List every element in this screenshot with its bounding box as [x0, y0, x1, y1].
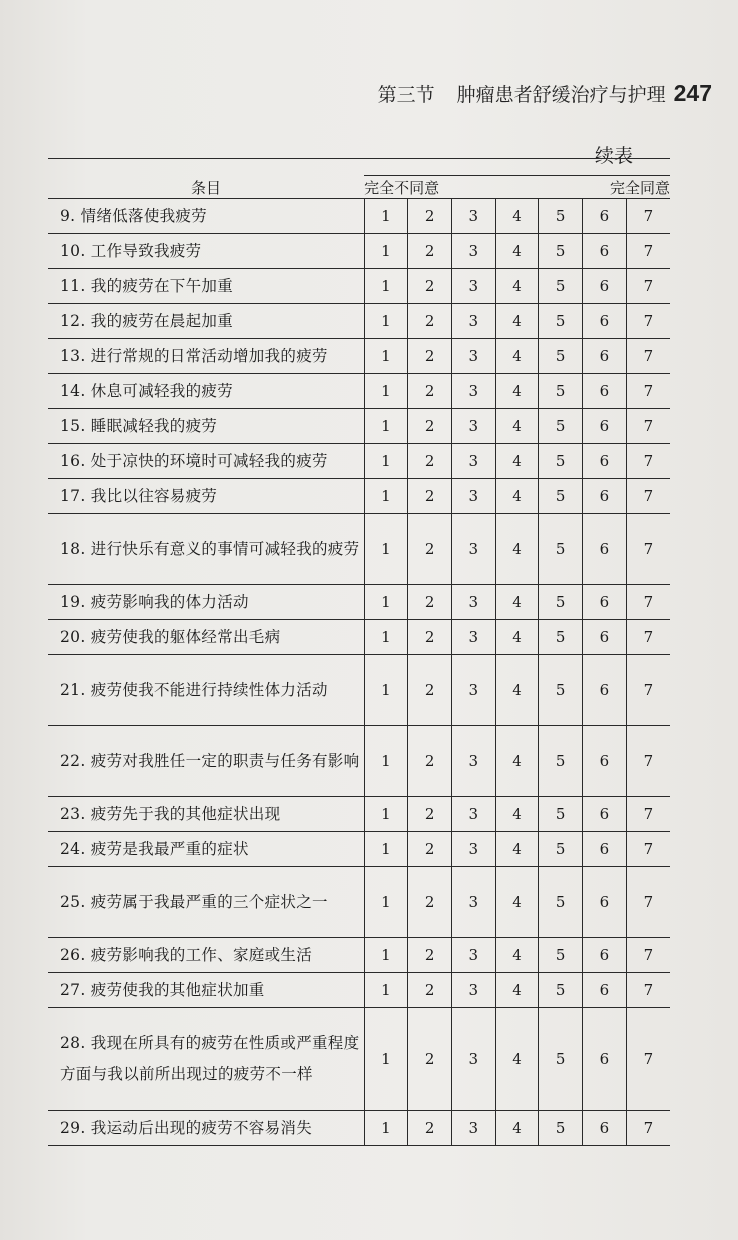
score-option-6: 6 [583, 514, 627, 585]
item-number: 15. [60, 416, 86, 435]
score-option-1: 1 [364, 655, 408, 726]
score-option-1: 1 [364, 938, 408, 973]
score-option-2: 2 [408, 1008, 452, 1111]
score-option-3: 3 [451, 444, 495, 479]
score-option-5: 5 [539, 234, 583, 269]
item-number: 22. [60, 751, 86, 770]
table-row [48, 514, 670, 585]
score-option-3: 3 [451, 514, 495, 585]
score-option-7: 7 [626, 1008, 670, 1111]
item-statement: 我的疲劳在下午加重 [90, 276, 233, 295]
score-option-7: 7 [626, 973, 670, 1008]
score-option-4: 4 [495, 374, 539, 409]
score-option-3: 3 [451, 1008, 495, 1111]
score-option-7: 7 [626, 339, 670, 374]
item-number: 18. [60, 539, 86, 558]
item-number: 23. [60, 804, 86, 823]
score-option-5: 5 [539, 409, 583, 444]
item-text-cell [48, 339, 364, 374]
score-option-3: 3 [451, 867, 495, 938]
header-spacer [364, 159, 670, 176]
item-number: 9. [60, 206, 76, 225]
score-option-2: 2 [408, 269, 452, 304]
table-row [48, 479, 670, 514]
table-row [48, 938, 670, 973]
item-number: 20. [60, 627, 86, 646]
score-option-4: 4 [495, 797, 539, 832]
item-number: 21. [60, 680, 86, 699]
item-statement: 我的疲劳在晨起加重 [90, 311, 233, 330]
score-option-2: 2 [408, 409, 452, 444]
score-option-2: 2 [408, 655, 452, 726]
score-option-6: 6 [583, 797, 627, 832]
score-option-5: 5 [539, 269, 583, 304]
item-text-cell [48, 374, 364, 409]
score-option-3: 3 [451, 973, 495, 1008]
item-number: 28. [60, 1034, 86, 1052]
item-statement: 疲劳先于我的其他症状出现 [90, 804, 281, 823]
score-option-6: 6 [583, 304, 627, 339]
item-text-cell [48, 585, 364, 620]
score-option-7: 7 [626, 234, 670, 269]
item-text-cell [48, 938, 364, 973]
score-option-6: 6 [583, 199, 627, 234]
item-text-cell [48, 832, 364, 867]
score-option-1: 1 [364, 1008, 408, 1111]
score-option-4: 4 [495, 234, 539, 269]
table-row [48, 832, 670, 867]
table-row [48, 269, 670, 304]
score-option-6: 6 [583, 832, 627, 867]
score-option-5: 5 [539, 797, 583, 832]
table-row [48, 444, 670, 479]
score-option-4: 4 [495, 339, 539, 374]
score-option-7: 7 [626, 374, 670, 409]
score-option-6: 6 [583, 269, 627, 304]
table-row [48, 409, 670, 444]
item-text-cell [48, 444, 364, 479]
table-row [48, 620, 670, 655]
score-option-1: 1 [364, 514, 408, 585]
score-option-6: 6 [583, 409, 627, 444]
score-option-3: 3 [451, 832, 495, 867]
item-number: 12. [60, 311, 86, 330]
score-option-7: 7 [626, 797, 670, 832]
item-number: 29. [60, 1118, 86, 1137]
score-option-5: 5 [539, 444, 583, 479]
score-option-1: 1 [364, 234, 408, 269]
score-option-2: 2 [408, 304, 452, 339]
item-number: 19. [60, 592, 86, 611]
score-option-5: 5 [539, 304, 583, 339]
table-row [48, 1008, 670, 1111]
score-option-7: 7 [626, 938, 670, 973]
score-option-3: 3 [451, 409, 495, 444]
chapter-title: 肿瘤患者舒缓治疗与护理 [456, 84, 666, 106]
table-body [48, 199, 670, 1146]
score-option-4: 4 [495, 585, 539, 620]
score-option-7: 7 [626, 514, 670, 585]
item-statement: 疲劳使我的躯体经常出毛病 [90, 627, 281, 646]
score-option-1: 1 [364, 620, 408, 655]
score-option-3: 3 [451, 620, 495, 655]
score-option-7: 7 [626, 304, 670, 339]
score-option-5: 5 [539, 514, 583, 585]
item-number: 27. [60, 980, 86, 999]
score-option-4: 4 [495, 1111, 539, 1146]
running-head [378, 80, 712, 107]
score-option-7: 7 [626, 409, 670, 444]
table-continued-label: 续表 [595, 145, 634, 167]
score-option-4: 4 [495, 269, 539, 304]
score-option-3: 3 [451, 304, 495, 339]
score-option-5: 5 [539, 585, 583, 620]
item-text-cell [48, 199, 364, 234]
table-row [48, 655, 670, 726]
score-option-3: 3 [451, 726, 495, 797]
item-statement: 疲劳使我不能进行持续性体力活动 [90, 680, 328, 699]
score-option-4: 4 [495, 304, 539, 339]
score-option-7: 7 [626, 199, 670, 234]
score-option-3: 3 [451, 585, 495, 620]
item-statement: 进行常规的日常活动增加我的疲劳 [90, 346, 328, 365]
score-option-2: 2 [408, 1111, 452, 1146]
score-option-5: 5 [539, 655, 583, 726]
item-text-cell [48, 1111, 364, 1146]
score-option-5: 5 [539, 1111, 583, 1146]
score-option-2: 2 [408, 234, 452, 269]
item-statement: 疲劳使我的其他症状加重 [90, 980, 265, 999]
score-option-3: 3 [451, 797, 495, 832]
item-text-cell [48, 973, 364, 1008]
score-option-5: 5 [539, 1008, 583, 1111]
item-text-cell [48, 269, 364, 304]
item-statement: 休息可减轻我的疲劳 [90, 381, 233, 400]
score-option-1: 1 [364, 269, 408, 304]
score-option-7: 7 [626, 726, 670, 797]
item-statement: 工作导致我疲劳 [90, 241, 202, 260]
score-option-5: 5 [539, 867, 583, 938]
item-statement: 进行快乐有意义的事情可减轻我的疲劳 [90, 539, 360, 558]
item-statement: 疲劳影响我的体力活动 [90, 592, 249, 611]
fatigue-scale-table [48, 158, 670, 1146]
table-row [48, 1111, 670, 1146]
item-text-cell [48, 409, 364, 444]
item-text-cell [48, 655, 364, 726]
item-statement: 我比以往容易疲劳 [90, 486, 218, 505]
score-option-6: 6 [583, 620, 627, 655]
table-row [48, 199, 670, 234]
score-option-6: 6 [583, 374, 627, 409]
table-row [48, 585, 670, 620]
score-option-7: 7 [626, 479, 670, 514]
score-option-2: 2 [408, 938, 452, 973]
score-option-5: 5 [539, 938, 583, 973]
scale-left-label: 完全不同意 [364, 176, 539, 199]
score-option-1: 1 [364, 973, 408, 1008]
score-option-7: 7 [626, 832, 670, 867]
score-option-1: 1 [364, 444, 408, 479]
score-option-2: 2 [408, 514, 452, 585]
score-option-1: 1 [364, 585, 408, 620]
score-option-3: 3 [451, 938, 495, 973]
score-option-3: 3 [451, 339, 495, 374]
item-statement: 情绪低落使我疲劳 [80, 206, 208, 225]
item-text-cell [48, 797, 364, 832]
score-option-5: 5 [539, 620, 583, 655]
score-option-4: 4 [495, 655, 539, 726]
score-option-6: 6 [583, 938, 627, 973]
score-option-6: 6 [583, 726, 627, 797]
item-statement: 疲劳影响我的工作、家庭或生活 [90, 945, 312, 964]
score-option-2: 2 [408, 726, 452, 797]
item-statement: 我运动后出现的疲劳不容易消失 [90, 1118, 312, 1137]
score-option-4: 4 [495, 832, 539, 867]
score-option-3: 3 [451, 199, 495, 234]
score-option-1: 1 [364, 339, 408, 374]
score-option-6: 6 [583, 585, 627, 620]
score-option-7: 7 [626, 867, 670, 938]
table-row [48, 726, 670, 797]
page-number: 247 [673, 80, 712, 106]
score-option-2: 2 [408, 832, 452, 867]
score-option-5: 5 [539, 973, 583, 1008]
item-statement: 睡眠减轻我的疲劳 [90, 416, 218, 435]
score-option-5: 5 [539, 199, 583, 234]
score-option-4: 4 [495, 1008, 539, 1111]
item-text-cell [48, 867, 364, 938]
score-option-1: 1 [364, 797, 408, 832]
item-number: 16. [60, 451, 86, 470]
item-number: 26. [60, 945, 86, 964]
score-option-5: 5 [539, 832, 583, 867]
score-option-7: 7 [626, 585, 670, 620]
score-option-3: 3 [451, 1111, 495, 1146]
score-option-1: 1 [364, 726, 408, 797]
score-option-3: 3 [451, 269, 495, 304]
score-option-1: 1 [364, 1111, 408, 1146]
score-option-2: 2 [408, 339, 452, 374]
score-option-4: 4 [495, 973, 539, 1008]
score-option-6: 6 [583, 1111, 627, 1146]
score-option-2: 2 [408, 374, 452, 409]
score-option-6: 6 [583, 479, 627, 514]
score-option-1: 1 [364, 832, 408, 867]
item-text-cell [48, 234, 364, 269]
score-option-6: 6 [583, 339, 627, 374]
item-number: 13. [60, 346, 86, 365]
score-option-2: 2 [408, 973, 452, 1008]
score-option-4: 4 [495, 199, 539, 234]
score-option-6: 6 [583, 867, 627, 938]
item-column-header: 条目 [48, 159, 364, 199]
table-row [48, 304, 670, 339]
score-option-1: 1 [364, 867, 408, 938]
item-statement: 我现在所具有的疲劳在性质或严重程度方面与我以前所出现过的疲劳不一样 [60, 1034, 360, 1083]
section-label: 第三节 [377, 84, 435, 106]
score-option-5: 5 [539, 726, 583, 797]
item-number: 25. [60, 892, 86, 911]
item-text-cell [48, 514, 364, 585]
score-option-5: 5 [539, 479, 583, 514]
item-text-cell [48, 479, 364, 514]
score-option-2: 2 [408, 479, 452, 514]
score-option-7: 7 [626, 1111, 670, 1146]
table-row [48, 797, 670, 832]
score-option-2: 2 [408, 585, 452, 620]
score-option-1: 1 [364, 304, 408, 339]
score-option-6: 6 [583, 234, 627, 269]
item-statement: 疲劳属于我最严重的三个症状之一 [90, 892, 328, 911]
score-option-1: 1 [364, 199, 408, 234]
score-option-2: 2 [408, 867, 452, 938]
score-option-6: 6 [583, 973, 627, 1008]
table-row [48, 234, 670, 269]
table-row [48, 973, 670, 1008]
score-option-4: 4 [495, 938, 539, 973]
scale-right-label: 完全同意 [539, 176, 670, 199]
item-statement: 疲劳对我胜任一定的职责与任务有影响 [90, 751, 360, 770]
score-option-6: 6 [583, 1008, 627, 1111]
score-option-2: 2 [408, 444, 452, 479]
item-number: 10. [60, 241, 86, 260]
score-option-4: 4 [495, 867, 539, 938]
item-text-cell [48, 726, 364, 797]
score-option-1: 1 [364, 479, 408, 514]
score-option-6: 6 [583, 444, 627, 479]
item-statement: 处于凉快的环境时可减轻我的疲劳 [90, 451, 328, 470]
score-option-4: 4 [495, 514, 539, 585]
item-text-cell [48, 620, 364, 655]
score-option-4: 4 [495, 444, 539, 479]
score-option-7: 7 [626, 269, 670, 304]
score-option-1: 1 [364, 409, 408, 444]
score-option-4: 4 [495, 479, 539, 514]
score-option-7: 7 [626, 655, 670, 726]
score-option-3: 3 [451, 655, 495, 726]
item-number: 14. [60, 381, 86, 400]
item-statement: 疲劳是我最严重的症状 [90, 839, 249, 858]
score-option-5: 5 [539, 339, 583, 374]
score-option-1: 1 [364, 374, 408, 409]
score-option-3: 3 [451, 234, 495, 269]
item-number: 11. [60, 276, 86, 295]
item-text-cell [48, 1008, 364, 1111]
score-option-4: 4 [495, 726, 539, 797]
score-option-3: 3 [451, 374, 495, 409]
item-number: 24. [60, 839, 86, 858]
item-text-cell [48, 304, 364, 339]
score-option-4: 4 [495, 409, 539, 444]
score-option-3: 3 [451, 479, 495, 514]
score-option-7: 7 [626, 444, 670, 479]
score-option-4: 4 [495, 620, 539, 655]
table-row [48, 867, 670, 938]
item-number: 17. [60, 486, 86, 505]
score-option-2: 2 [408, 199, 452, 234]
score-option-7: 7 [626, 620, 670, 655]
score-option-6: 6 [583, 655, 627, 726]
score-option-2: 2 [408, 620, 452, 655]
score-option-5: 5 [539, 374, 583, 409]
score-option-2: 2 [408, 797, 452, 832]
table-row [48, 374, 670, 409]
table-row [48, 339, 670, 374]
